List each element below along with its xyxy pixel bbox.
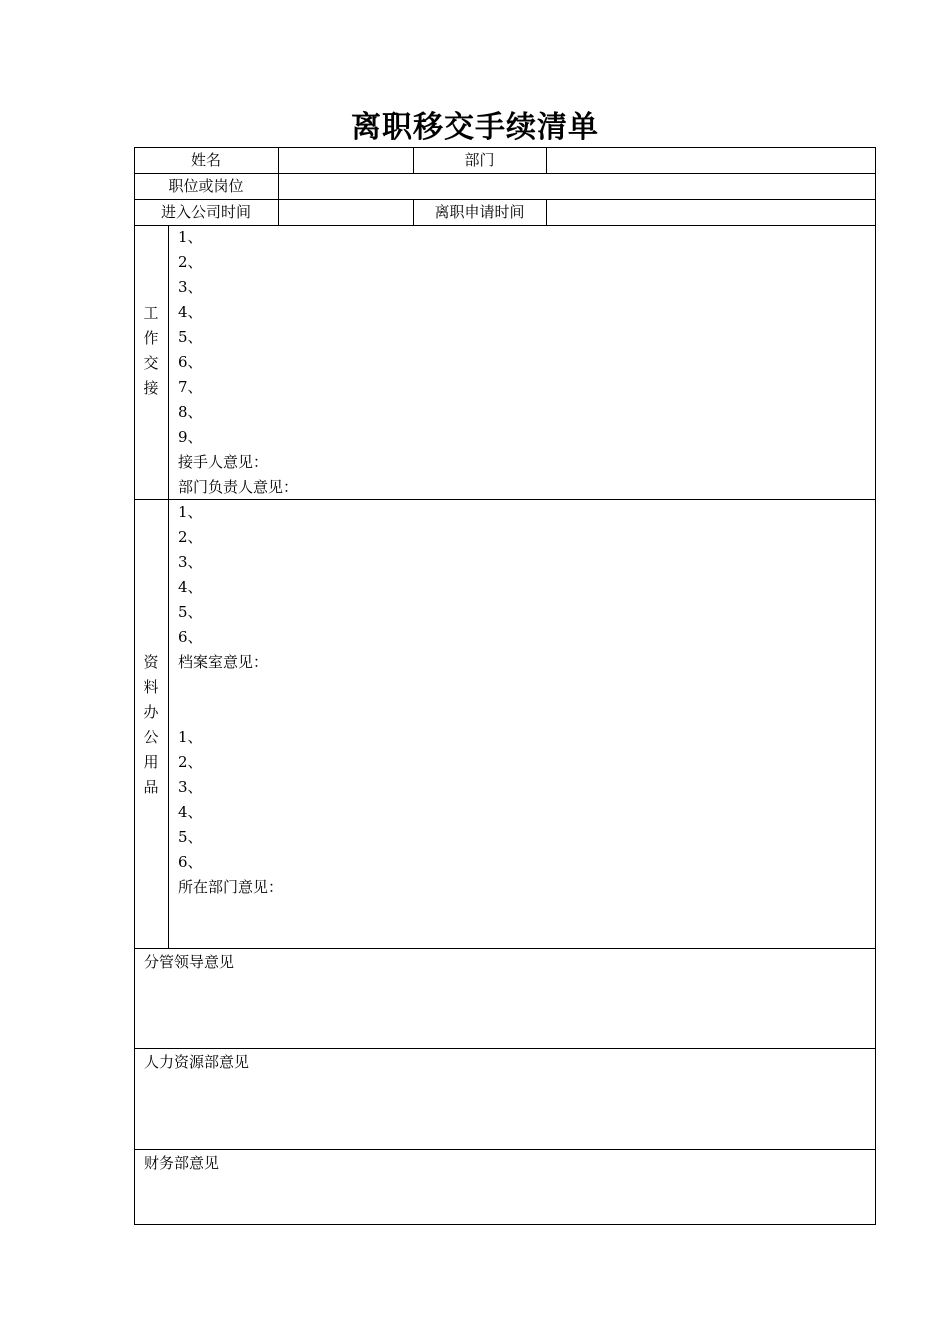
- label-char: 料: [143, 678, 159, 696]
- label-char: 品: [143, 778, 159, 796]
- list-item: 6、: [178, 853, 203, 871]
- hr-opinion-label: 人力资源部意见: [144, 1053, 250, 1071]
- spacer: [178, 675, 283, 700]
- list-item: 1、: [178, 228, 203, 246]
- list-item: 8、: [178, 403, 203, 421]
- list-item: 9、: [178, 428, 203, 446]
- rule: [875, 147, 876, 1225]
- list-item: 3、: [178, 553, 203, 571]
- list-item: 2、: [178, 253, 203, 271]
- list-item: 1、: [178, 503, 203, 521]
- label-char: 用: [143, 753, 159, 771]
- rule: [134, 948, 876, 949]
- entry-date-field[interactable]: [279, 199, 413, 225]
- archive-opinion: 档案室意见：: [178, 653, 269, 671]
- entry-date-label: 进入公司时间: [160, 203, 251, 221]
- list-item: 6、: [178, 628, 203, 646]
- label-char: 办: [143, 703, 159, 721]
- receiver-opinion: 接手人意见：: [178, 453, 269, 471]
- materials-label: [134, 650, 168, 800]
- list-item: 2、: [178, 753, 203, 771]
- spacer: [178, 700, 283, 725]
- name-field[interactable]: [279, 147, 413, 173]
- list-item: 7、: [178, 378, 203, 396]
- list-item: 3、: [178, 278, 203, 296]
- page-title: 离职移交手续清单: [351, 110, 599, 145]
- rule: [134, 1224, 876, 1225]
- list-item: 5、: [178, 603, 203, 621]
- position-label: 职位或岗位: [168, 177, 244, 195]
- list-item: 6、: [178, 353, 203, 371]
- list-item: 4、: [178, 803, 203, 821]
- label-char: 资: [143, 653, 159, 671]
- work-handover-list: [178, 225, 298, 500]
- list-item: 2、: [178, 528, 203, 546]
- list-item: 5、: [178, 328, 203, 346]
- label-char: 交: [143, 354, 159, 372]
- rule: [134, 1149, 876, 1150]
- list-item: 5、: [178, 828, 203, 846]
- dept-opinion: 所在部门意见：: [178, 878, 284, 896]
- department-field[interactable]: [547, 147, 875, 173]
- position-field[interactable]: [279, 173, 875, 199]
- list-item: 4、: [178, 303, 203, 321]
- list-item: 1、: [178, 728, 203, 746]
- department-label: 部门: [464, 151, 495, 169]
- label-char: 接: [143, 379, 159, 397]
- name-label: 姓名: [190, 151, 221, 169]
- label-char: 工: [143, 304, 159, 322]
- list-item: 3、: [178, 778, 203, 796]
- rule: [168, 225, 169, 948]
- label-char: 公: [143, 728, 159, 746]
- resign-date-field[interactable]: [547, 199, 875, 225]
- finance-opinion-label: 财务部意见: [144, 1154, 220, 1172]
- resign-date-label: 离职申请时间: [434, 203, 525, 221]
- list-item: 4、: [178, 578, 203, 596]
- work-handover-label: [134, 301, 168, 401]
- dept-head-opinion: 部门负责人意见：: [178, 478, 299, 496]
- materials-list: [178, 500, 283, 900]
- handover-form: [134, 147, 876, 1225]
- label-char: 作: [143, 329, 159, 347]
- leader-opinion-label: 分管领导意见: [144, 953, 235, 971]
